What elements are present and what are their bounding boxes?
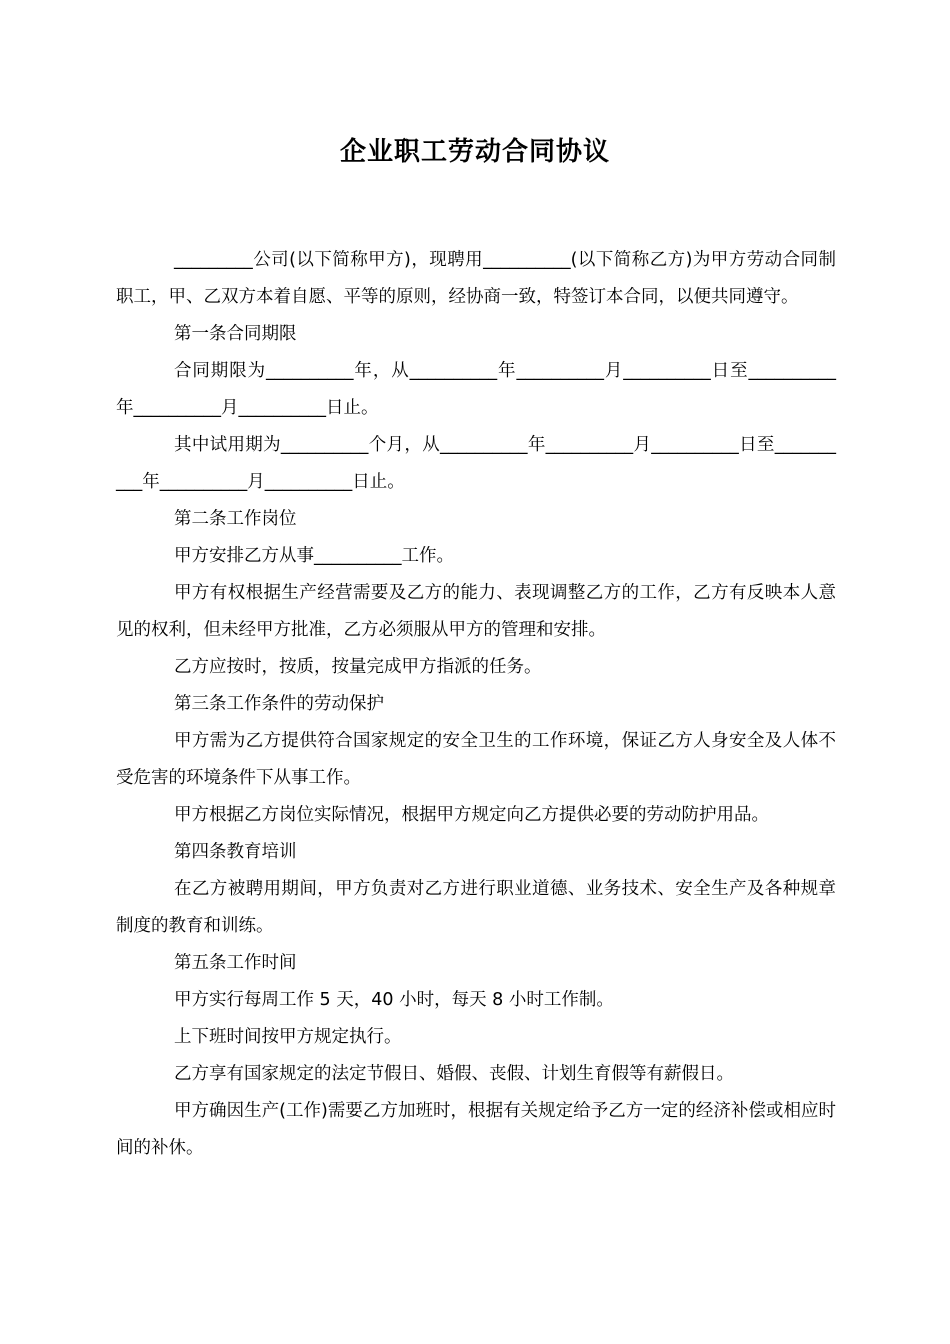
- paragraph-training: 在乙方被聘用期间，甲方负责对乙方进行职业道德、业务技术、安全生产及各种规章制度的教育和训练。: [116, 879, 836, 936]
- paragraph-probation: 其中试用期为__________个月，从__________年__________月__________日至__________年__________月__________日止。: [116, 435, 836, 492]
- paragraph-task-completion: 乙方应按时，按质，按量完成甲方指派的任务。: [174, 657, 542, 677]
- paragraph-holidays: 乙方享有国家规定的法定节假日、婚假、丧假、计划生育假等有薪假日。: [174, 1064, 734, 1084]
- paragraph-protective-gear: 甲方根据乙方岗位实际情况，根据甲方规定向乙方提供必要的劳动防护用品。: [174, 805, 769, 825]
- paragraph-intro: _________公司(以下简称甲方)，现聘用__________(以下简称乙方)为甲方劳动合同制职工，甲、乙双方本着自愿、平等的原则，经协商一致，特签订本合同，以便共同遵守。: [116, 250, 836, 307]
- paragraph-safe-environment: 甲方需为乙方提供符合国家规定的安全卫生的工作环境，保证乙方人身安全及人体不受危害的环境条件下从事工作。: [116, 731, 836, 788]
- heading-article-2: 第二条工作岗位: [174, 509, 297, 529]
- document-title: 企业职工劳动合同协议: [339, 137, 610, 167]
- paragraph-job-assignment: 甲方安排乙方从事__________工作。: [174, 546, 454, 566]
- document-body: [116, 242, 836, 1167]
- paragraph-schedule: 上下班时间按甲方规定执行。: [174, 1027, 402, 1047]
- heading-article-1: 第一条合同期限: [174, 324, 297, 344]
- heading-article-3: 第三条工作条件的劳动保护: [174, 694, 384, 714]
- paragraph-work-hours: 甲方实行每周工作 5 天，40 小时，每天 8 小时工作制。: [174, 990, 614, 1010]
- paragraph-job-adjustment: 甲方有权根据生产经营需要及乙方的能力、表现调整乙方的工作，乙方有反映本人意见的权利，但未经甲方批准，乙方必须服从甲方的管理和安排。: [116, 583, 836, 640]
- heading-article-4: 第四条教育培训: [174, 842, 297, 862]
- paragraph-contract-term: 合同期限为__________年，从__________年__________月__________日至__________年__________月__________日止。: [116, 361, 836, 418]
- heading-article-5: 第五条工作时间: [174, 953, 297, 973]
- paragraph-overtime: 甲方确因生产(工作)需要乙方加班时，根据有关规定给予乙方一定的经济补偿或相应时间的补休。: [116, 1101, 836, 1158]
